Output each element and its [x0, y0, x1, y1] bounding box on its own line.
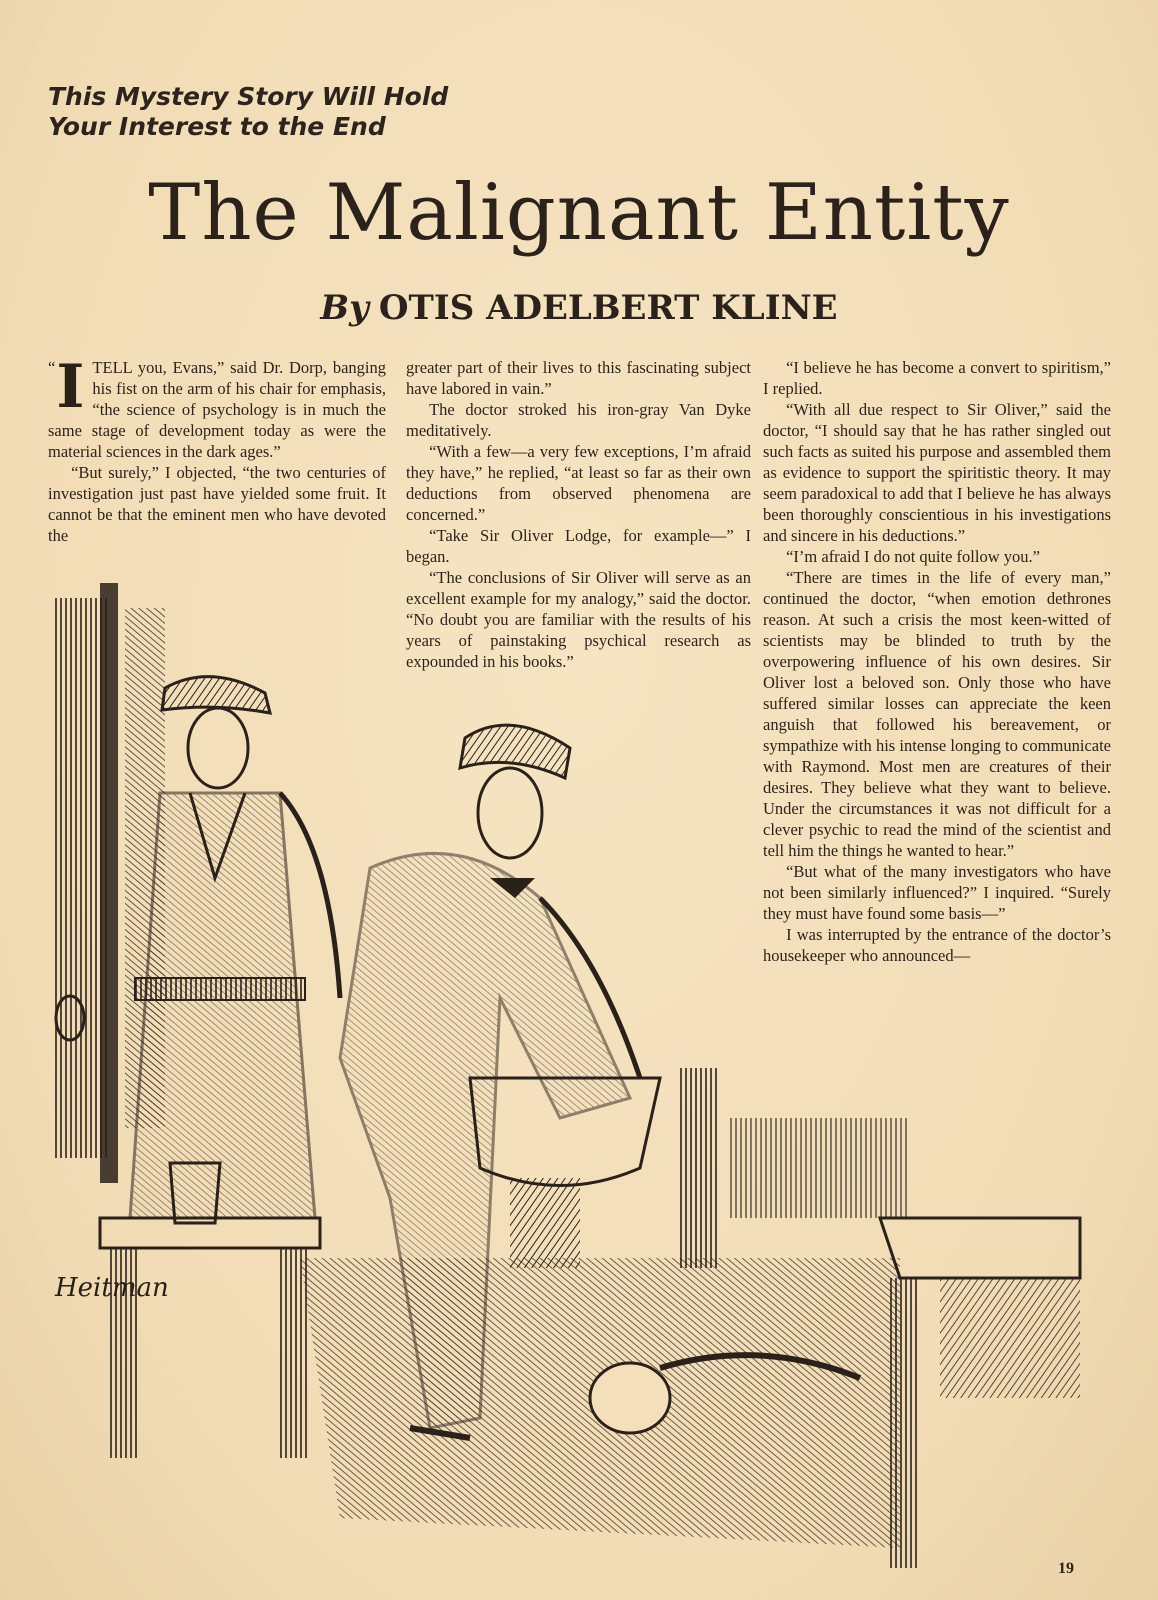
paragraph: greater part of their lives to this fascinating subject have labored in vain.”	[406, 358, 751, 398]
paragraph: “But what of the many investigators who have not been similarly influenced?” I inquired. “Surely they must have found some basis—”	[763, 862, 1111, 923]
paragraph: I was interrupted by the entrance of the doctor’s housekeeper who announced—	[763, 925, 1111, 965]
byline	[0, 286, 1158, 330]
tagline	[48, 82, 648, 142]
text-column-1	[48, 352, 386, 546]
paragraph: “With all due respect to Sir Oliver,” said the doctor, “I should say that he has rather singled out such facts as suited his purpose and assembled them as evidence to support the spiritistic theory. It may seem paradoxical to add that I believe he has always been thoroughly conscientious in his investigations and sincere in his deductions.”	[763, 400, 1111, 545]
floor-shadow-with-body	[300, 1258, 900, 1548]
byline-by: By	[320, 288, 369, 328]
paragraph: “But surely,” I objected, “the two centuries of investigation just past have yielded some fruit. It cannot be that the eminent men who have devoted the	[48, 463, 386, 545]
artist-signature: Heitman	[55, 1273, 169, 1303]
drop-cap: I	[56, 352, 85, 422]
paragraph-text: TELL you, Evans,” said Dr. Dorp, banging his fist on the arm of his chair for emphasis, “the science of psychology is in much the same stage of development today as were the material sciences in the dark ages.”	[48, 358, 386, 461]
paragraph: “I’m afraid I do not quite follow you.”	[786, 547, 1040, 566]
paragraph: “Take Sir Oliver Lodge, for example—” I began.	[406, 526, 751, 566]
paragraph	[48, 352, 386, 462]
tagline-line-1: This Mystery Story Will Hold	[48, 82, 449, 111]
story-title: The Malignant Entity	[148, 168, 1010, 258]
paragraph: “With a few—a very few exceptions, I’m afraid they have,” he replied, “at least so far as their own deductions from observed phenomena are concerned.”	[406, 442, 751, 524]
paragraph: “I believe he has become a convert to spiritism,” I replied.	[763, 358, 1111, 398]
page-number: 19	[1058, 1560, 1074, 1577]
opening-quote: “	[48, 358, 56, 377]
paragraph: “The conclusions of Sir Oliver will serve as an excellent example for my analogy,” said the doctor. “No doubt you are familiar with the results of his years of painstaking psychical research as expounded in his books.”	[406, 568, 751, 671]
author-name: OTIS ADELBERT KLINE	[378, 288, 838, 328]
paragraph: “There are times in the life of every man,” continued the doctor, “when emotion dethrones reason. At such a crisis the most keen-witted of scientists may be blinded to truth by the overpowering influence of his own desires. Sir Oliver lost a beloved son. Only those who have suffered similar losses can appreciate the keen anguish that followed his bereavement, or sympathize with his intense longing to communicate with Raymond. Most men are creatures of their desires. They believe what they want to believe. Under the circumstances it was not difficult for a clever psychic to read the mind of the scientist and tell him the things he wanted to hear.”	[763, 568, 1111, 860]
paragraph: The doctor stroked his iron-gray Van Dyke meditatively.	[406, 400, 751, 440]
story-illustration	[40, 578, 1110, 1578]
tagline-line-2: Your Interest to the End	[48, 112, 386, 141]
